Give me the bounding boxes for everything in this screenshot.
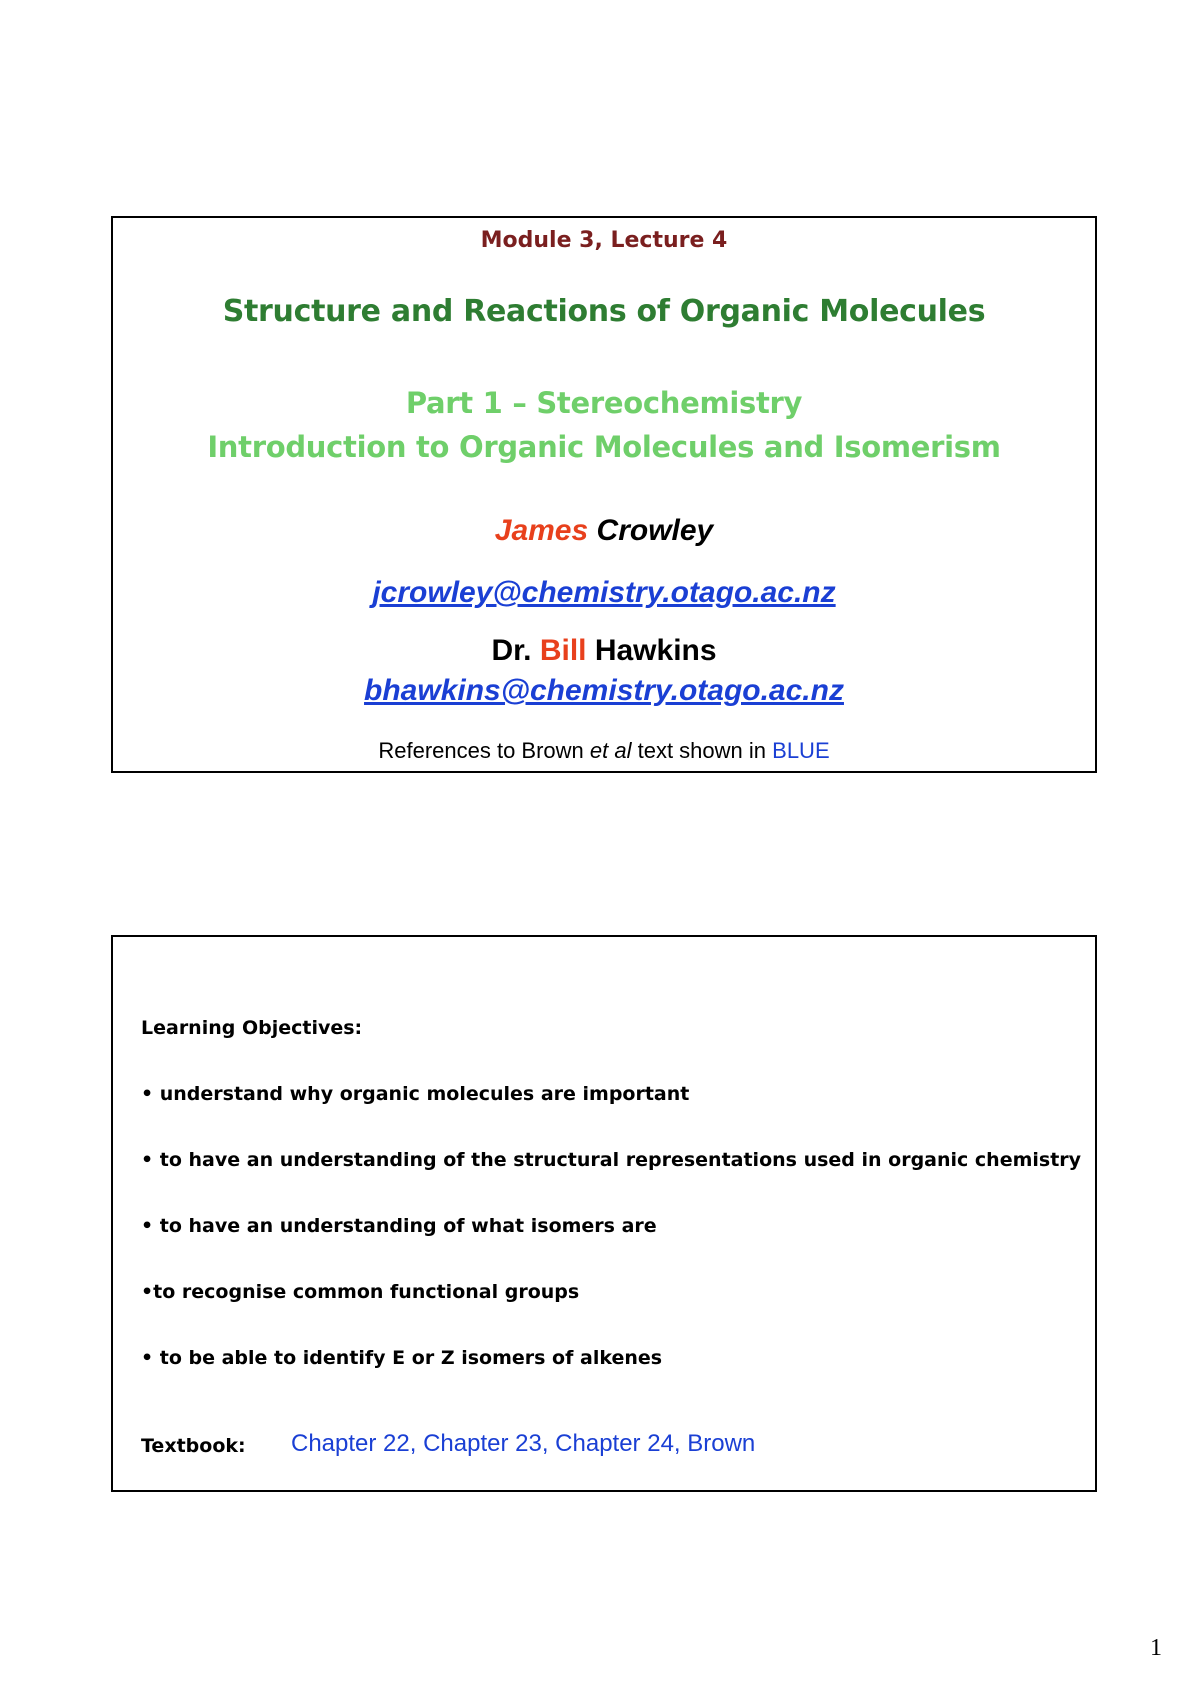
objective-item: • understand why organic molecules are important	[141, 1083, 690, 1105]
author-2-prefix: Dr.	[491, 634, 540, 667]
email-link-2[interactable]: bhawkins@chemistry.otago.ac.nz	[364, 674, 844, 707]
email-link-1[interactable]: jcrowley@chemistry.otago.ac.nz	[372, 576, 836, 609]
objectives-list	[141, 1083, 1081, 1413]
refs-prefix: References to Brown	[378, 738, 590, 763]
author-1-last-name: Crowley	[588, 514, 714, 547]
refs-middle: text shown in	[631, 738, 773, 763]
textbook-reference: Chapter 22, Chapter 23, Chapter 24, Brown	[291, 1430, 756, 1457]
lecture-title: Structure and Reactions of Organic Molecules	[222, 294, 986, 329]
lecture-subtitle: Introduction to Organic Molecules and Isomerism	[207, 430, 1001, 464]
module-label: Module 3, Lecture 4	[480, 228, 728, 253]
objective-item: •to recognise common functional groups	[141, 1281, 580, 1303]
author-1	[113, 514, 1095, 548]
author-2	[113, 634, 1095, 668]
page-number: 1	[1150, 1635, 1162, 1661]
objective-item: • to be able to identify E or Z isomers of alkenes	[141, 1347, 663, 1369]
refs-blue: BLUE	[772, 738, 830, 763]
objectives-slide	[111, 935, 1097, 1492]
author-1-first-name: James	[494, 514, 589, 547]
part-title: Part 1 – Stereochemistry	[405, 386, 803, 420]
references-note	[113, 738, 1095, 764]
objective-item: • to have an understanding of the structural representations used in organic chemistry	[141, 1149, 1082, 1171]
objective-item: • to have an understanding of what isomers are	[141, 1215, 657, 1237]
author-2-last-name: Hawkins	[586, 634, 717, 667]
textbook-label: Textbook:	[141, 1435, 246, 1457]
title-slide	[111, 216, 1097, 773]
objectives-heading: Learning Objectives:	[141, 1017, 363, 1039]
refs-etal: et al	[589, 738, 632, 763]
author-2-first-name: Bill	[539, 634, 587, 667]
